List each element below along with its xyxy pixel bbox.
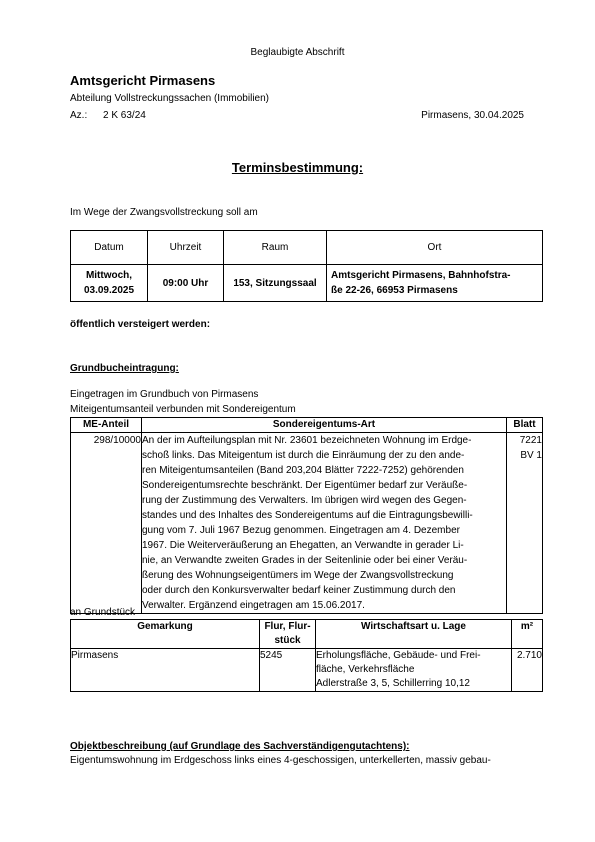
ownership-table xyxy=(70,417,543,614)
plot-use-location xyxy=(316,649,512,692)
object-description-text: Eigentumswohnung im Erdgeschoss links eines 4-geschossigen, unterkellerten, massiv gebau- xyxy=(70,755,491,766)
land-register-heading: Grundbucheintragung: xyxy=(70,363,179,374)
plot-data-row xyxy=(71,649,543,692)
plot-parcel: 5245 xyxy=(260,649,316,692)
header-area: m² xyxy=(512,620,543,649)
description-line: ren Miteigentumsanteilen (Band 203,204 Blätter 7222-7252) gehörenden xyxy=(142,465,464,476)
appointment-header-row xyxy=(71,231,543,265)
description-line: nie, an Verwandte zweiten Grades in der Seitenlinie oder bei einer Veräu- xyxy=(142,555,468,566)
description-line: An der im Aufteilungsplan mit Nr. 23601 bezeichneten Wohnung im Erdge- xyxy=(142,435,472,446)
ownership-header-row xyxy=(71,418,543,433)
header-parcel-line2: stück xyxy=(274,635,301,646)
use-line: Erholungsfläche, Gebäude- und Frei- xyxy=(316,650,481,661)
ownership-data-row xyxy=(71,433,543,614)
plot-label: an Grundstück xyxy=(70,607,136,618)
header-date: Datum xyxy=(71,231,148,265)
header-use-location: Wirtschaftsart u. Lage xyxy=(316,620,512,649)
appointment-location-line2: ße 22-26, 66953 Pirmasens xyxy=(331,285,458,296)
description-line: 1967. Die Weiterveräußerung an Ehegatten, an Verwandte in gerader Li- xyxy=(142,540,464,551)
use-line: Adlerstraße 3, 5, Schillerring 10,12 xyxy=(316,678,470,689)
appointment-table xyxy=(70,230,543,302)
plot-table xyxy=(70,619,543,692)
header-parcel xyxy=(260,620,316,649)
description-line: gung vom 7. Juli 1967 Bezug genommen. Eingetragen am 4. Dezember xyxy=(142,525,460,536)
registered-in-text: Eingetragen im Grundbuch von Pirmasens xyxy=(70,389,259,400)
intro-text: Im Wege der Zwangsvollstreckung soll am xyxy=(70,207,258,218)
court-name: Amtsgericht Pirmasens xyxy=(70,73,216,88)
appointment-room: 153, Sitzungssaal xyxy=(224,265,327,302)
description-line: oder durch den Konkursverwalter bedarf keiner Zustimmung durch den xyxy=(142,585,456,596)
sheet-entry: BV 1 xyxy=(520,450,542,461)
header-room: Raum xyxy=(224,231,327,265)
appointment-data-row xyxy=(71,265,543,302)
appointment-time: 09:00 Uhr xyxy=(148,265,224,302)
ownership-share: 298/10000 xyxy=(71,433,142,614)
header-gemarkung: Gemarkung xyxy=(71,620,260,649)
appointment-weekday: Mittwoch, xyxy=(85,270,133,281)
plot-gemarkung: Pirmasens xyxy=(71,649,260,692)
appointment-location xyxy=(327,265,543,302)
header-parcel-line1: Flur, Flur- xyxy=(264,621,311,632)
case-number: 2 K 63/24 xyxy=(103,110,146,121)
description-line: rung der Zustimmung des Verwalters. Im übrigen wird wegen des Gegen- xyxy=(142,495,467,506)
description-line: schoß links. Das Miteigentum ist durch die Einräumung der zu den ande- xyxy=(142,450,465,461)
description-line: standes und des Inhaltes des Sondereigentums auf die Eintragungsbewilli- xyxy=(142,510,473,521)
case-number-label: Az.: xyxy=(70,110,88,121)
plot-area: 2.710 xyxy=(512,649,543,692)
ownership-description xyxy=(142,433,507,614)
header-location: Ort xyxy=(327,231,543,265)
appointment-location-line1: Amtsgericht Pirmasens, Bahnhofstra- xyxy=(331,270,511,281)
auction-statement: öffentlich versteigert werden: xyxy=(70,319,211,330)
header-sheet: Blatt xyxy=(507,418,543,433)
appointment-date-value: 03.09.2025 xyxy=(83,285,135,296)
description-line: Verwalter. Ergänzend eingetragen am 15.06.2017. xyxy=(142,600,365,611)
description-line: ßerung des Wohnungseigentümers im Wege der Zwangsvollstreckung xyxy=(142,570,454,581)
co-ownership-text: Miteigentumsanteil verbunden mit Sondereigentum xyxy=(70,404,296,415)
header-share: ME-Anteil xyxy=(71,418,142,433)
object-description-heading: Objektbeschreibung (auf Grundlage des Sachverständigengutachtens): xyxy=(70,741,410,752)
certified-copy-label: Beglaubigte Abschrift xyxy=(250,47,345,58)
header-time: Uhrzeit xyxy=(148,231,224,265)
ownership-sheet xyxy=(507,433,543,614)
header-special-ownership: Sondereigentums-Art xyxy=(142,418,507,433)
use-line: fläche, Verkehrsfläche xyxy=(316,664,415,675)
department-name: Abteilung Vollstreckungssachen (Immobilien) xyxy=(70,93,269,104)
description-line: Sondereigentumsrechte beschränkt. Der Eigentümer bedarf zur Veräuße- xyxy=(142,480,468,491)
plot-header-row xyxy=(71,620,543,649)
appointment-date xyxy=(71,265,148,302)
place-date: Pirmasens, 30.04.2025 xyxy=(421,110,524,121)
sheet-number: 7221 xyxy=(519,435,542,446)
page-title: Terminsbestimmung: xyxy=(231,160,364,175)
